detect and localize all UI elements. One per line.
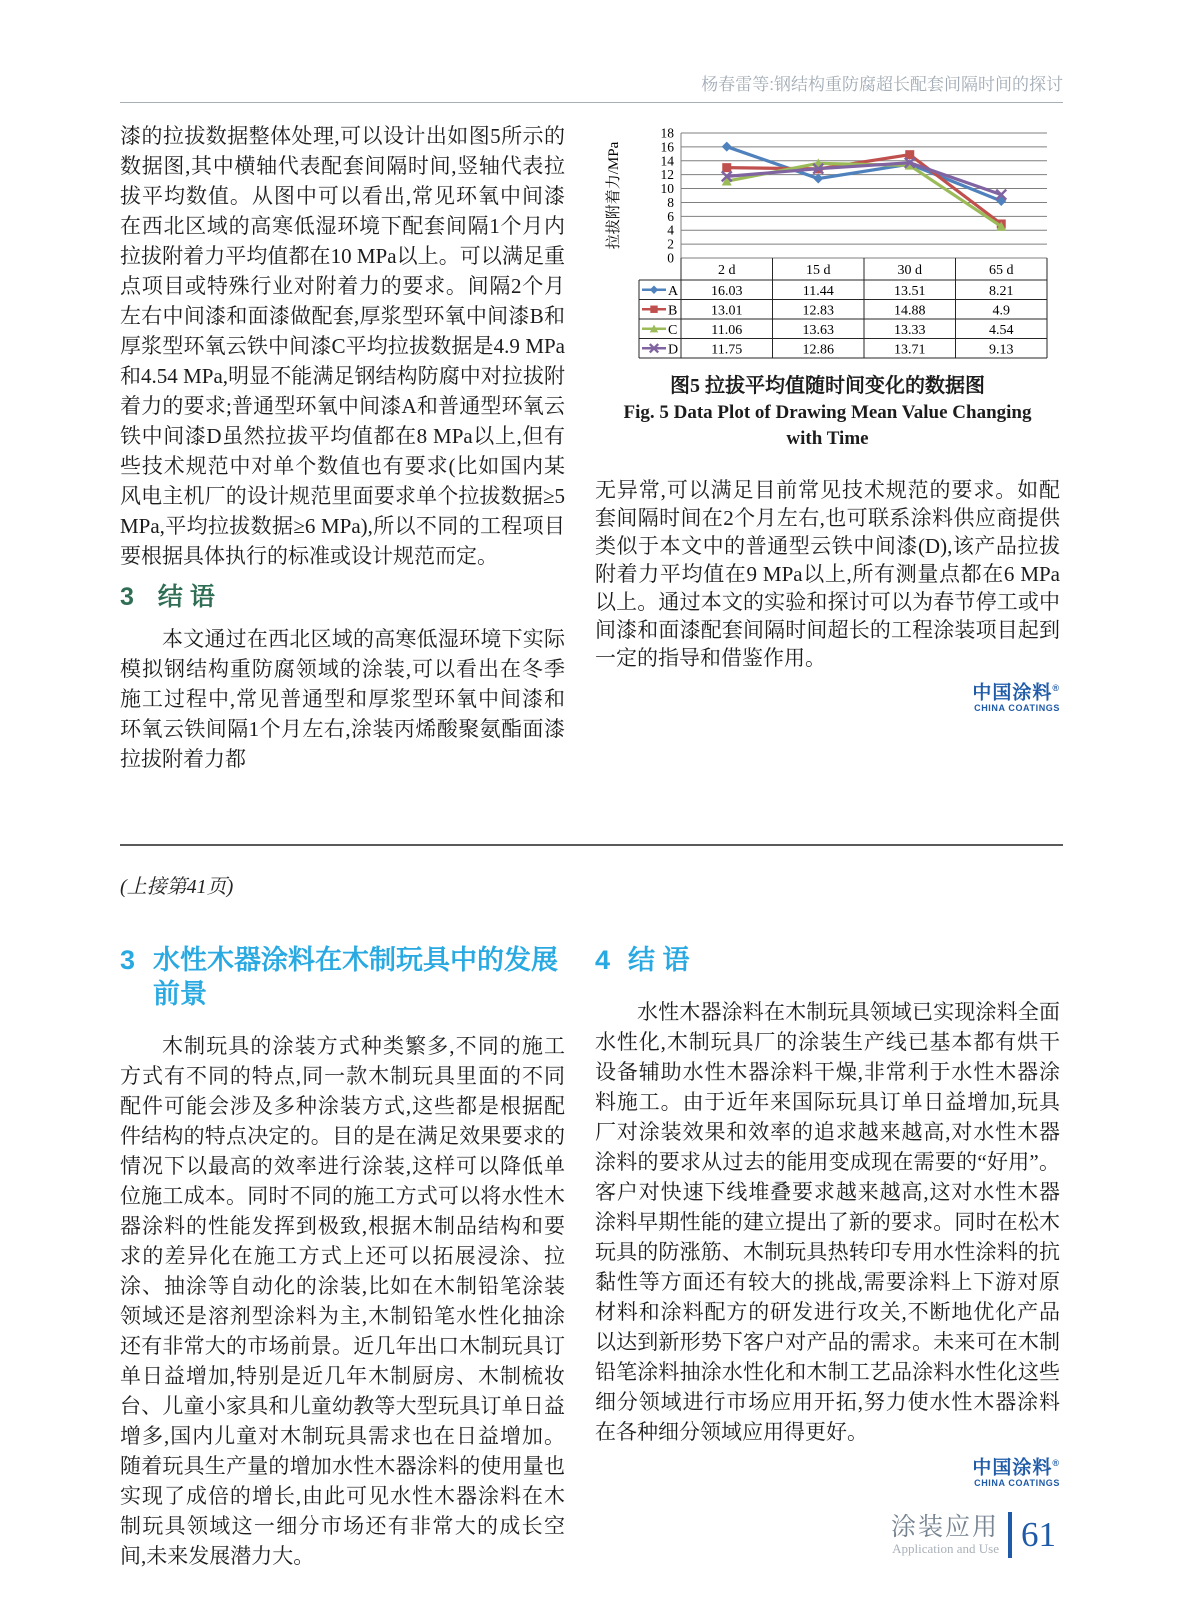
figure5 <box>595 121 1060 452</box>
svg-text:10: 10 <box>660 181 674 197</box>
figure5-caption-cn: 图5 拉拔平均值随时间变化的数据图 <box>670 375 985 397</box>
svg-text:A: A <box>668 283 679 299</box>
svg-text:2 d: 2 d <box>718 263 736 278</box>
svg-text:13.63: 13.63 <box>802 322 834 338</box>
figure5-caption <box>595 373 1060 452</box>
china-coatings-logo-cn: 中国涂料® <box>972 682 1060 704</box>
footer-section-en: Application and Use <box>892 1541 999 1556</box>
chart-svg <box>603 121 1051 361</box>
svg-text:4: 4 <box>667 222 674 238</box>
figure5-caption-en2: with Time <box>786 428 869 449</box>
footer-section-cn: 涂装应用 <box>890 1513 999 1541</box>
svg-text:4.54: 4.54 <box>989 322 1014 338</box>
figure5-caption-en: Fig. 5 Data Plot of Drawing Mean Value Changing <box>623 402 1032 423</box>
svg-text:14.88: 14.88 <box>894 303 926 319</box>
article2-section4-heading <box>595 943 1060 977</box>
svg-text:11.44: 11.44 <box>802 283 834 299</box>
footer-accent-bar <box>1008 1512 1012 1558</box>
china-coatings-logo-en: CHINA COATINGS <box>974 1478 1060 1489</box>
svg-text:11.06: 11.06 <box>711 322 743 338</box>
svg-text:12.86: 12.86 <box>802 342 834 358</box>
svg-text:13.01: 13.01 <box>711 303 743 319</box>
page-footer <box>891 1512 1056 1558</box>
svg-text:12: 12 <box>660 167 674 183</box>
svg-text:D: D <box>668 342 679 358</box>
svg-text:16.03: 16.03 <box>711 283 743 299</box>
section-title: 结 语 <box>157 583 215 611</box>
article1-section3-heading <box>120 580 565 614</box>
article1-conclusion-paragraph: 本文通过在西北区域的高寒低湿环境下实际模拟钢结构重防腐领域的涂装,可以看出在冬季施工过程中,常见普通型和厚浆型环氧中间漆和环氧云铁间隔1个月左右,涂装丙烯酸聚氨酯面漆拉拔附着力都 <box>120 627 565 771</box>
article-divider <box>120 844 1063 846</box>
china-coatings-logo-cn: 中国涂料® <box>972 1457 1060 1479</box>
running-title: 杨春雷等:钢结构重防腐超长配套间隔时间的探讨 <box>701 75 1063 94</box>
section-number: 3 <box>120 583 134 611</box>
section-title: 水性木器涂料在木制玩具中的发展前景 <box>153 945 559 1009</box>
svg-text:13.33: 13.33 <box>894 322 926 338</box>
article2 <box>120 943 1063 1571</box>
line-chart <box>603 121 1051 361</box>
article2-prospects-paragraph: 木制玩具的涂装方式种类繁多,不同的施工方式有不同的特点,同一款木制玩具里面的不同配件可能会涉及多种涂装方式,这些都是根据配件结构的特点决定的。目的是在满足效果要求的情况下以最高的效率进行涂装,这样可以降低单位施工成本。同时不同的施工方式可以将水性木器涂料的性能发挥到极致,根据木制品结构和要求的差异化在施工方式上还可以拓展浸涂、拉涂、抽涂等自动化的涂装,比如在木制铅笔涂装领域还是溶剂型涂料为主,木制铅笔水性化抽涂还有非常大的市场前景。近几年出口木制玩具订单日益增加,特别是近几年木制厨房、木制梳妆台、儿童小家具和儿童幼教等大型玩具订单日益增多,国内儿童对木制玩具需求也在日益增加。随着玩具生产量的增加水性木器涂料的使用量也实现了成倍的增长,由此可见水性木器涂料在木制玩具领域这一细分市场还有非常大的成长空间,未来发展潜力大。 <box>120 1034 565 1568</box>
section-number: 3 <box>120 945 136 975</box>
article1 <box>120 121 1063 774</box>
svg-text:65 d: 65 d <box>989 263 1014 278</box>
section-number: 4 <box>595 945 611 975</box>
svg-text:16: 16 <box>660 139 674 155</box>
svg-text:13.71: 13.71 <box>894 342 926 358</box>
svg-text:14: 14 <box>660 153 674 169</box>
svg-text:B: B <box>668 303 678 319</box>
svg-text:12.83: 12.83 <box>802 303 834 319</box>
svg-text:C: C <box>668 322 678 338</box>
svg-text:8.21: 8.21 <box>989 283 1014 299</box>
svg-text:6: 6 <box>667 208 674 224</box>
article1-right-paragraph: 无异常,可以满足目前常见技术规范的要求。如配套间隔时间在2个月左右,也可联系涂料供应商提供类似于本文中的普通型云铁中间漆(D),该产品拉拔附着力平均值在9 MPa以上,所有测量点都在6 MPa以上。通过本文的实验和探讨可以为春节停工或中间漆和面漆配套间隔时间超长的工程涂装项目起到一定的指导和借鉴作用。 <box>595 478 1060 670</box>
page-number: 61 <box>1021 1515 1056 1554</box>
svg-text:30 d: 30 d <box>897 263 922 278</box>
continuation-note: (上接第41页) <box>120 876 234 898</box>
section-title: 结 语 <box>628 945 690 975</box>
svg-text:11.75: 11.75 <box>711 342 743 358</box>
registered-mark: ® <box>1052 683 1060 693</box>
svg-text:15 d: 15 d <box>806 263 831 278</box>
page-header <box>120 0 1063 103</box>
article2-section3-heading <box>120 943 565 1011</box>
header-rule <box>120 102 1063 103</box>
article1-left-paragraph: 漆的拉拔数据整体处理,可以设计出如图5所示的数据图,其中横轴代表配套间隔时间,竖轴代表拉拔平均数值。从图中可以看出,常见环氧中间漆在西北区域的高寒低湿环境下配套间隔1个月内拉拔附着力平均值都在10 MPa以上。可以满足重点项目或特殊行业对附着力的要求。间隔2个月左右中间漆和面漆做配套,厚浆型环氧中间漆B和厚浆型环氧云铁中间漆C平均拉拔数据是4.9 MPa和4.54 MPa,明显不能满足钢结构防腐中对拉拔附着力的要求;普通型环氧中间漆A和普通型环氧云铁中间漆D虽然拉拔平均值都在8 MPa以上,但有些技术规范中对单个数值也有要求(比如国内某风电主机厂的设计规范里面要求单个拉拔数据≥5 MPa,平均拉拔数据≥6 MPa),所以不同的工程项目要根据具体执行的标准或设计规范而定。 <box>120 124 565 568</box>
svg-text:2: 2 <box>667 236 674 252</box>
svg-text:13.51: 13.51 <box>894 283 926 299</box>
china-coatings-logo-en: CHINA COATINGS <box>974 703 1060 714</box>
svg-text:8: 8 <box>667 194 674 210</box>
svg-text:4.9: 4.9 <box>992 303 1010 319</box>
svg-text:9.13: 9.13 <box>989 342 1014 358</box>
china-coatings-logo <box>595 678 1060 714</box>
svg-text:0: 0 <box>667 250 674 266</box>
svg-text:拉拔附着力/MPa: 拉拔附着力/MPa <box>606 141 622 250</box>
svg-text:18: 18 <box>660 125 674 141</box>
article2-conclusion-paragraph: 水性木器涂料在木制玩具领域已实现涂料全面水性化,木制玩具厂的涂装生产线已基本都有烘干设备辅助水性木器涂料干燥,非常利于水性木器涂料施工。由于近年来国际玩具订单日益增加,玩具厂对涂装效果和效率的追求越来越高,对水性木器涂料的要求从过去的能用变成现在需要的“好用”。客户对快速下线堆叠要求越来越高,这对水性木器涂料早期性能的建立提出了新的要求。同时在松木玩具的防涨筋、木制玩具热转印专用水性涂料的抗黏性等方面还有较大的挑战,需要涂料上下游对原材料和涂料配方的研发进行攻关,不断地优化产品以达到新形势下客户对产品的需求。未来可在木制铅笔涂料抽涂水性化和木制工艺品涂料水性化这些细分领域进行市场应用开拓,努力使水性木器涂料在各种细分领域应用得更好。 <box>595 1000 1060 1444</box>
registered-mark: ® <box>1052 1458 1060 1468</box>
china-coatings-logo <box>595 1453 1060 1489</box>
